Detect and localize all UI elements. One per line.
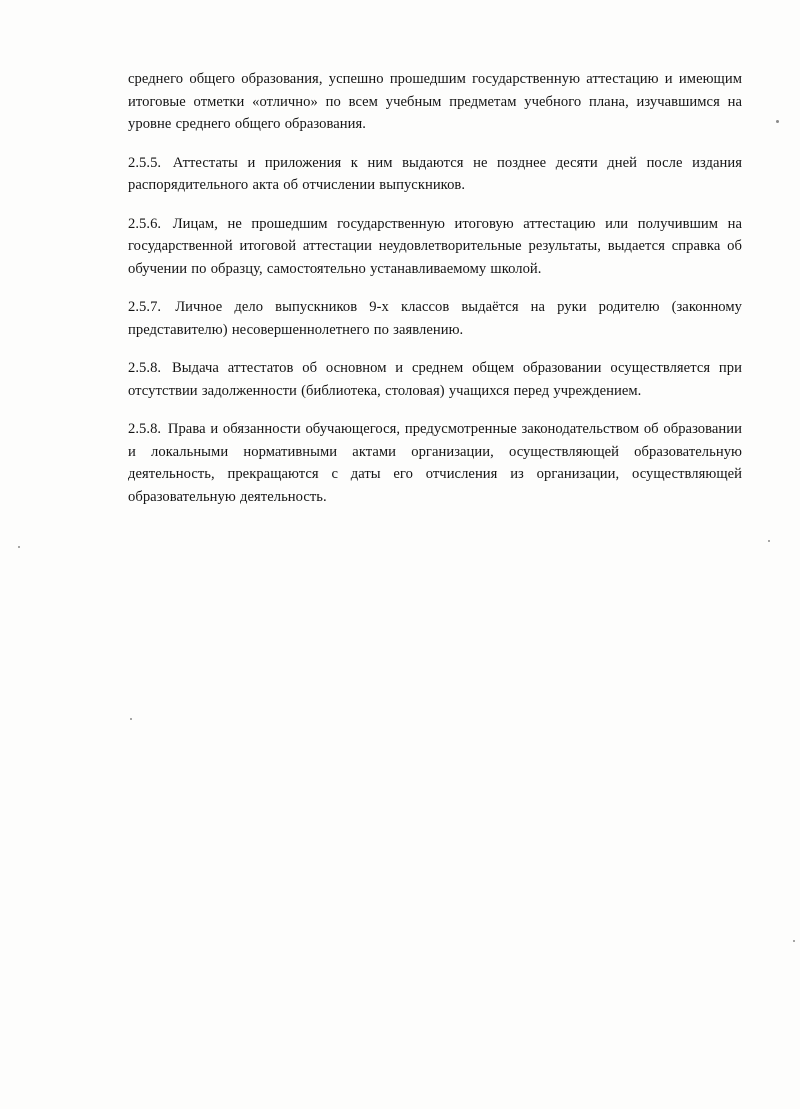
paragraph-text: Аттестаты и приложения к ним выдаются не позднее десяти дней после издания распорядительного акта об отчислении выпускников. [128,154,742,193]
paragraph-text: Выдача аттестатов об основном и среднем общем образовании осуществляется при отсутствии задолженности (библиотека, столовая) учащихся перед учреждением. [128,360,742,399]
document-body [128,68,742,524]
paragraph-2-5-5 [128,152,742,197]
paragraph-number: 2.5.7. [128,299,162,315]
paragraph-number: 2.5.6. [128,215,162,232]
scan-speck [768,540,770,542]
paragraph-text: Лицам, не прошедшим государственную итоговую аттестацию или получившим на государственной итоговой аттестации неудовлетворительные результаты, выдается справка об обучении по образцу, самостоятельно устанавливаемому школой. [128,215,742,277]
paragraph-number: 2.5.8. [128,360,162,376]
scan-speck [776,120,779,123]
paragraph-number: 2.5.5. [128,154,162,171]
continuation-paragraph: среднего общего образования, успешно прошедшим государственную аттестацию и имеющим итоговые отметки «отлично» по всем учебным предметам учебного плана, изучавшимся на уровне среднего общего образования. [128,71,742,132]
paragraph-text: Права и обязанности обучающегося, предусмотренные законодательством об образовании и локальными нормативными актами организации, осуществляющей образовательную деятельность, прекращаются с даты его отчисления из организации, осуществляющей образовательную деятельность. [128,421,742,505]
paragraph-2-5-7 [128,296,742,341]
paragraph-number: 2.5.8. [128,421,162,437]
paragraph-text: Личное дело выпускников 9-х классов выдаётся на руки родителю (законному представителю) несовершеннолетнего по заявлению. [128,299,743,338]
scan-speck [793,940,795,942]
paragraph-2-5-8-issuance [128,357,742,402]
scan-speck [130,718,132,720]
scan-speck [18,546,20,548]
paragraph-2-5-8-rights [128,418,742,508]
paragraph-2-5-6 [128,213,742,281]
